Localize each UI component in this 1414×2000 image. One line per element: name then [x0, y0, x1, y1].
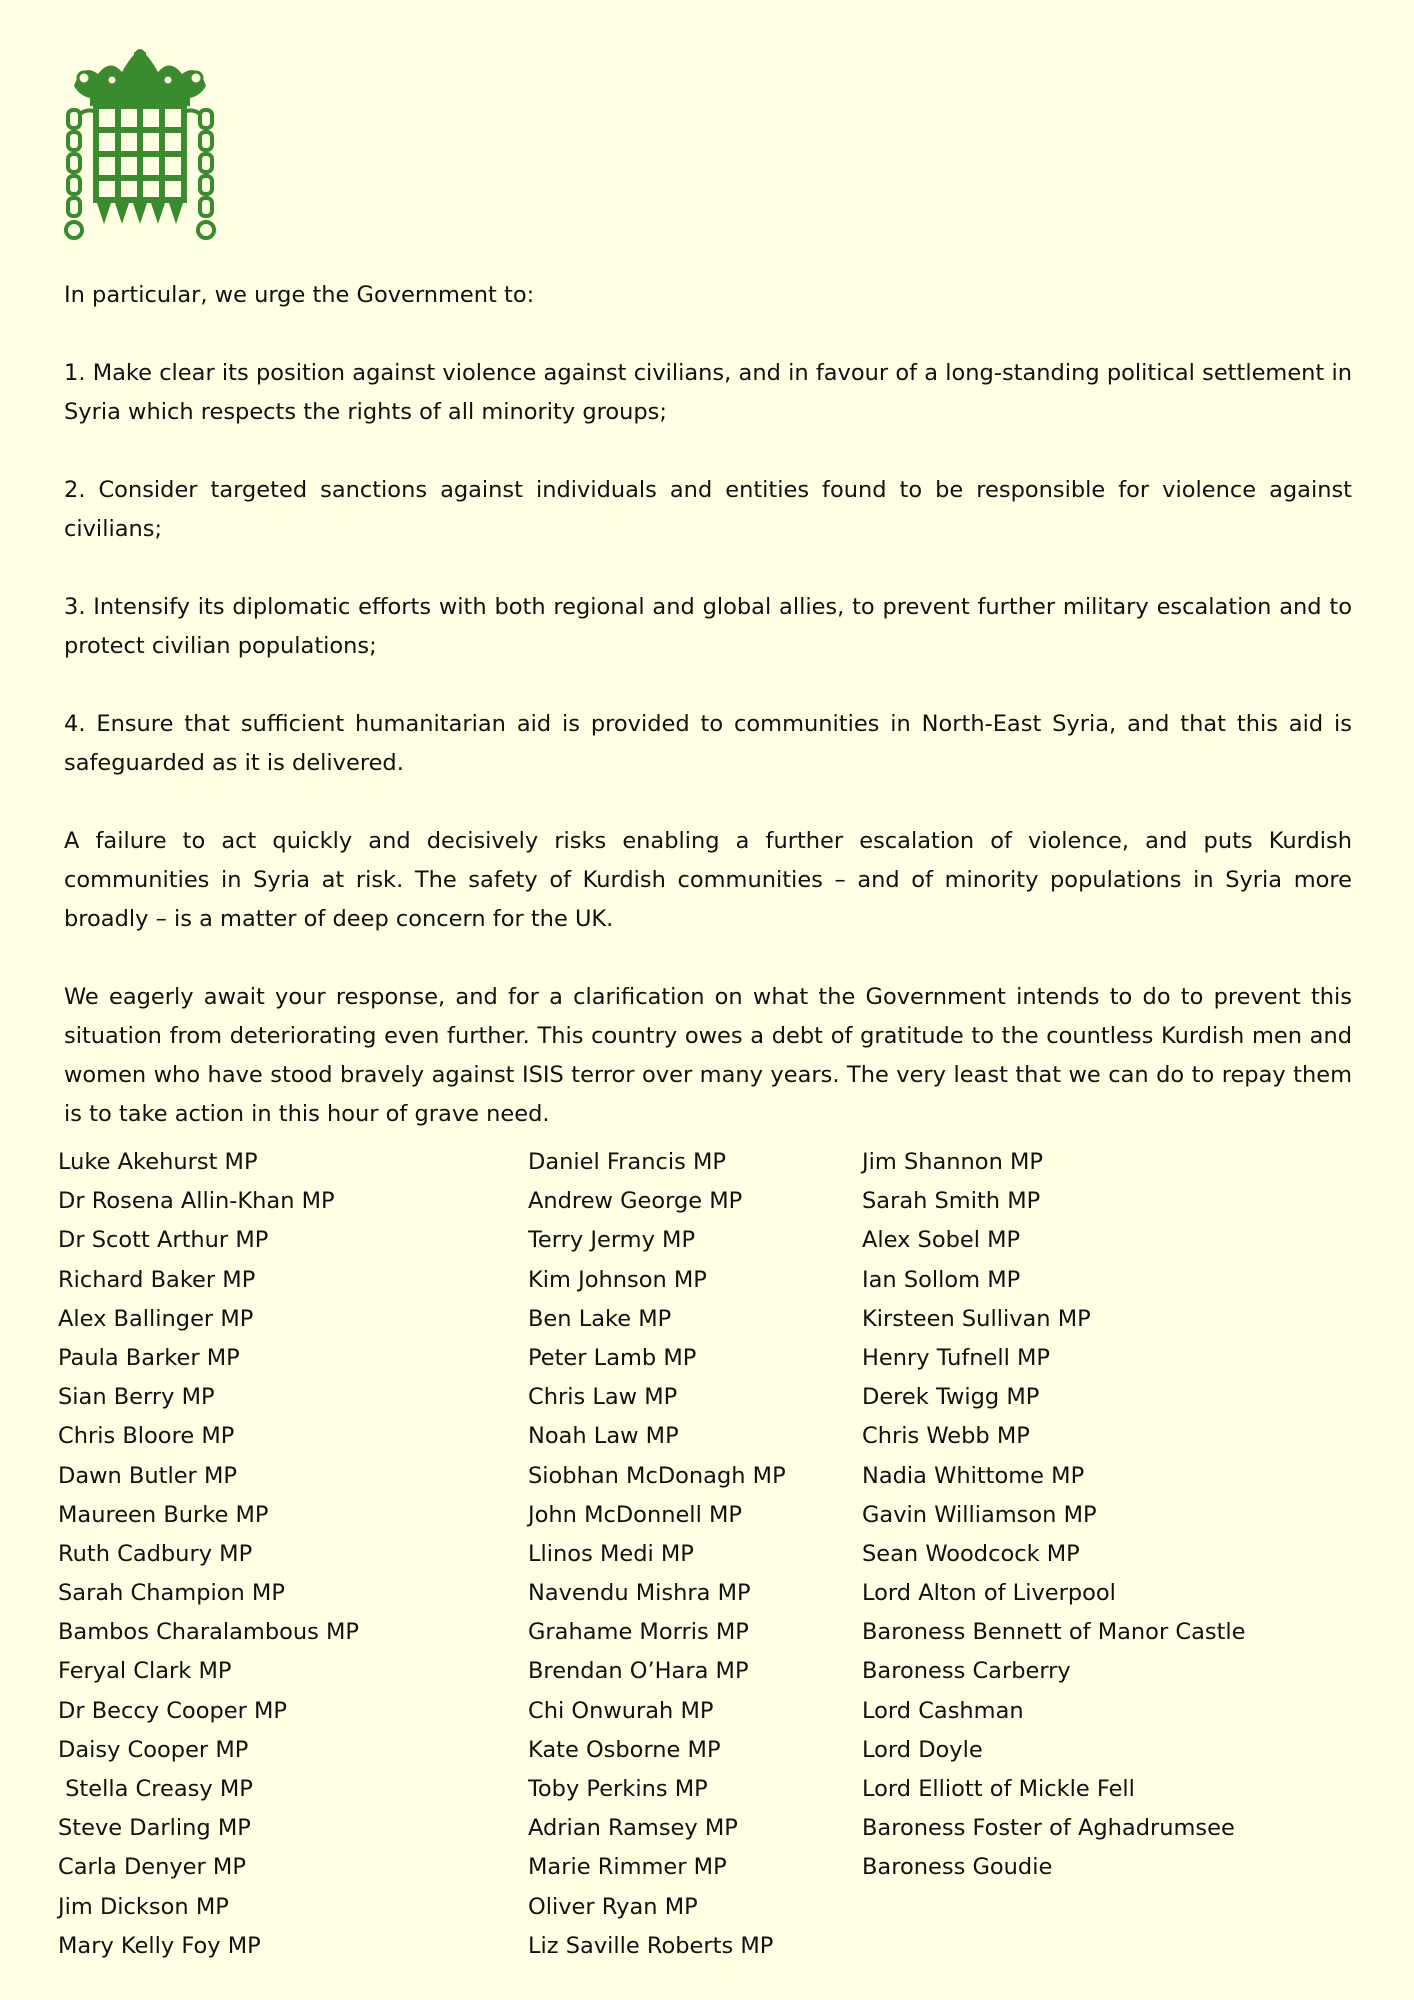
signatory-name: Sean Woodcock MP [862, 1540, 1080, 1567]
signatory-name: Ian Sollom MP [862, 1266, 1021, 1293]
signatories-column-1 [58, 1143, 359, 1966]
signatory-name: Terry Jermy MP [528, 1227, 696, 1254]
signatory-name: Sarah Smith MP [862, 1188, 1041, 1215]
signatory-name: Brendan O’Hara MP [528, 1658, 749, 1685]
signatory-name: Dr Rosena Allin-Khan MP [58, 1188, 335, 1215]
signatory-name: Adrian Ramsey MP [528, 1815, 738, 1842]
point-4-paragraph: 4. Ensure that sufficient humanitarian aid is provided to communities in North-East Syria, and that this aid is safeguarded as it is delivered. [64, 711, 1352, 776]
signatory-name: Gavin Williamson MP [862, 1501, 1097, 1528]
signatory-name: Kim Johnson MP [528, 1266, 707, 1293]
signatory-name: Liz Saville Roberts MP [528, 1932, 774, 1959]
signatory-name: Maureen Burke MP [58, 1501, 269, 1528]
signatory-name: Alex Sobel MP [862, 1227, 1021, 1254]
signatory-name: Chris Bloore MP [58, 1423, 235, 1450]
signatory-name: Alex Ballinger MP [58, 1305, 254, 1332]
signatory-name: Kirsteen Sullivan MP [862, 1305, 1091, 1332]
signatory-name: Stella Creasy MP [58, 1776, 253, 1802]
signatory-name: Toby Perkins MP [528, 1776, 708, 1802]
signatory-name: Lord Elliott of Mickle Fell [862, 1776, 1135, 1802]
signatory-name: Baroness Carberry [862, 1658, 1071, 1685]
signatory-name: Sarah Champion MP [58, 1580, 285, 1607]
signatory-name: Grahame Morris MP [528, 1619, 749, 1646]
signatory-name: Lord Cashman [862, 1697, 1024, 1724]
intro-paragraph: In particular, we urge the Government to: [64, 282, 535, 308]
signatory-name: Derek Twigg MP [862, 1384, 1040, 1411]
parliament-portcullis-icon [62, 48, 218, 240]
signatory-name: Daniel Francis MP [528, 1149, 726, 1175]
signatory-name: Siobhan McDonagh MP [528, 1462, 786, 1489]
signatory-name: Daisy Cooper MP [58, 1736, 249, 1763]
signatory-name: Ben Lake MP [528, 1305, 672, 1332]
signatory-name: Llinos Medi MP [528, 1540, 694, 1567]
risk-paragraph: A failure to act quickly and decisively risks enabling a further escalation of violence, and puts Kurdish communities in Syria at risk. The safety of Kurdish communities – and of minority populations in Syria more broadly – is a matter of deep concern for the UK. [64, 828, 1352, 932]
signatory-name: Luke Akehurst MP [58, 1149, 258, 1175]
signatory-name: Peter Lamb MP [528, 1344, 697, 1371]
closing-paragraph: We eagerly await your response, and for a clarification on what the Government intends to do to prevent this situation from deteriorating even further. This country owes a debt of gratitude to the countless Kurdish men and women who have stood bravely against ISIS terror over many years. The very least that we can do to repay them is to take action in this hour of grave need. [64, 984, 1352, 1127]
signatory-name: Dr Beccy Cooper MP [58, 1697, 287, 1724]
signatory-name: Baroness Foster of Aghadrumsee [862, 1815, 1235, 1842]
signatory-name: Mary Kelly Foy MP [58, 1932, 261, 1959]
signatory-name: Baroness Goudie [862, 1854, 1053, 1881]
signatory-name: Chris Law MP [528, 1384, 678, 1411]
signatory-name: Andrew George MP [528, 1188, 743, 1215]
signatory-name: John McDonnell MP [528, 1501, 742, 1528]
signatory-name: Chi Onwurah MP [528, 1697, 714, 1724]
signatory-name: Henry Tufnell MP [862, 1344, 1050, 1371]
signatory-name: Oliver Ryan MP [528, 1893, 698, 1920]
signatory-name: Marie Rimmer MP [528, 1854, 727, 1881]
signatory-name: Sian Berry MP [58, 1384, 215, 1411]
signatory-name: Baroness Bennett of Manor Castle [862, 1619, 1246, 1646]
point-2-paragraph: 2. Consider targeted sanctions against individuals and entities found to be responsible for violence against civilians; [64, 477, 1352, 542]
signatory-name: Lord Doyle [862, 1736, 983, 1763]
signatory-name: Navendu Mishra MP [528, 1580, 751, 1607]
signatory-name: Dr Scott Arthur MP [58, 1227, 269, 1254]
point-3-paragraph: 3. Intensify its diplomatic efforts with both regional and global allies, to prevent further military escalation and to protect civilian populations; [64, 594, 1352, 659]
signatory-name: Bambos Charalambous MP [58, 1619, 359, 1646]
signatory-name: Feryal Clark MP [58, 1658, 232, 1685]
signatory-name: Carla Denyer MP [58, 1854, 246, 1881]
signatory-name: Jim Shannon MP [862, 1149, 1043, 1175]
signatory-name: Lord Alton of Liverpool [862, 1580, 1116, 1607]
signatory-name: Ruth Cadbury MP [58, 1540, 253, 1567]
signatories-column-3 [862, 1143, 1246, 1888]
signatory-name: Noah Law MP [528, 1423, 679, 1450]
signatories-column-2 [528, 1143, 786, 1966]
signatory-name: Paula Barker MP [58, 1344, 240, 1371]
signatory-name: Kate Osborne MP [528, 1736, 721, 1763]
signatory-name: Richard Baker MP [58, 1266, 256, 1293]
signatory-name: Jim Dickson MP [58, 1893, 229, 1920]
point-1-paragraph: 1. Make clear its position against violence against civilians, and in favour of a long-standing political settlement in Syria which respects the rights of all minority groups; [64, 360, 1352, 425]
signatory-name: Dawn Butler MP [58, 1462, 237, 1489]
signatory-name: Nadia Whittome MP [862, 1462, 1085, 1489]
signatory-name: Steve Darling MP [58, 1815, 251, 1842]
signatory-name: Chris Webb MP [862, 1423, 1030, 1450]
letter-body [64, 276, 1352, 1134]
